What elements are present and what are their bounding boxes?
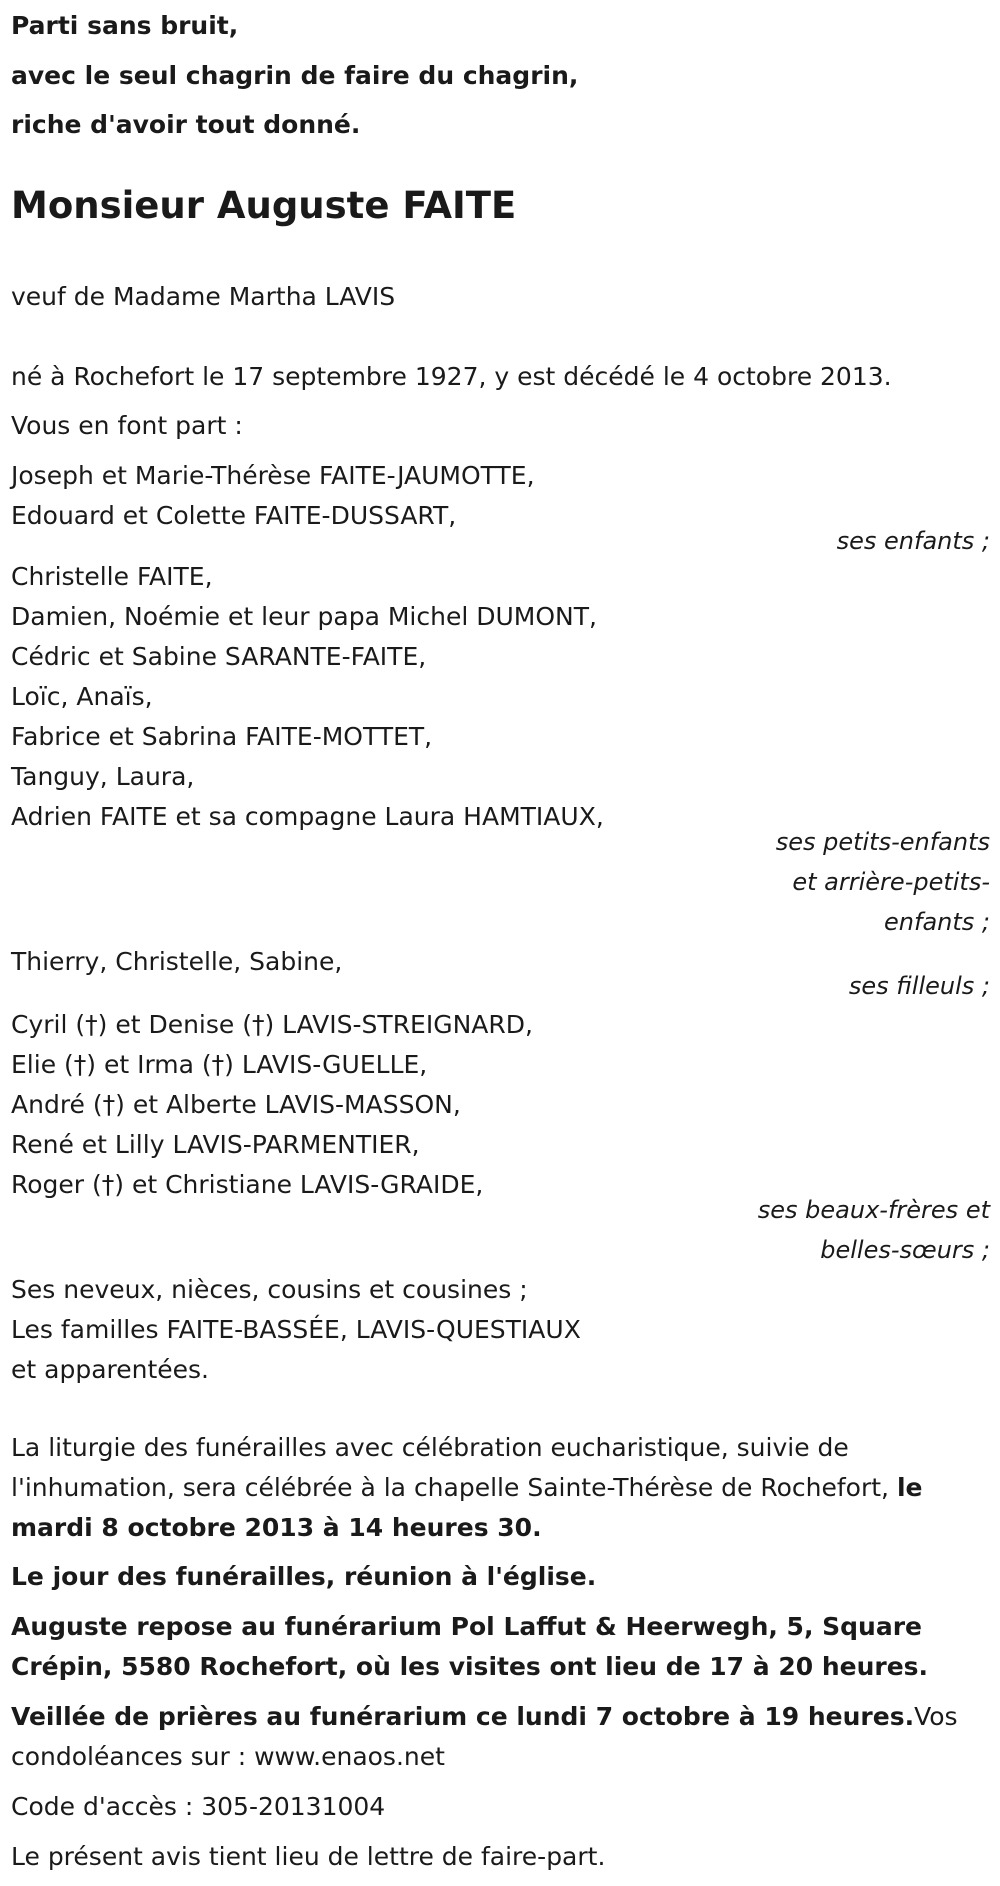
grandchildren-line: Fabrice et Sabrina FAITE-MOTTET,: [11, 722, 433, 751]
vigil-text: Veillée de prières au funérarium ce lundi 7 octobre à 19 heures.: [11, 1702, 915, 1731]
epitaph-line-2: avec le seul chagrin de faire du chagrin,: [11, 61, 579, 90]
funeral-date-start: le: [896, 1473, 923, 1502]
access-code: Code d'accès : 305-20131004: [11, 1792, 386, 1821]
grandchildren-line: Christelle FAITE,: [11, 562, 213, 591]
in-laws-line: Elie (†) et Irma (†) LAVIS-GUELLE,: [11, 1050, 428, 1079]
church-meeting: Le jour des funérailles, réunion à l'église.: [11, 1562, 597, 1591]
condolence-line: condoléances sur : www.enaos.net: [11, 1742, 445, 1771]
grandchildren-role: ses petits-enfants: [775, 828, 990, 856]
epitaph-line-3: riche d'avoir tout donné.: [11, 110, 361, 139]
grandchildren-line: Cédric et Sabine SARANTE-FAITE,: [11, 642, 427, 671]
in-laws-line: Roger (†) et Christiane LAVIS-GRAIDE,: [11, 1170, 484, 1199]
grandchildren-line: Tanguy, Laura,: [11, 762, 195, 791]
in-laws-line: René et Lilly LAVIS-PARMENTIER,: [11, 1130, 420, 1159]
funerarium-line-1: Auguste repose au funérarium Pol Laffut & Heerwegh, 5, Square: [11, 1612, 923, 1641]
family-line: Ses neveux, nièces, cousins et cousines ;: [11, 1275, 528, 1304]
in-laws-role: belles-sœurs ;: [820, 1236, 990, 1264]
in-laws-line: André (†) et Alberte LAVIS-MASSON,: [11, 1090, 461, 1119]
family-line: et apparentées.: [11, 1355, 209, 1384]
grandchildren-line: Loïc, Anaïs,: [11, 682, 153, 711]
funeral-text-line-2-regular: l'inhumation, sera célébrée à la chapelle Sainte-Thérèse de Rochefort,: [11, 1473, 890, 1502]
announce-line: Vous en font part :: [11, 411, 243, 440]
epitaph-line-1: Parti sans bruit,: [11, 11, 239, 40]
condolence-start: Vos: [914, 1702, 958, 1731]
children-role: ses enfants ;: [836, 527, 990, 555]
notice-line: Le présent avis tient lieu de lettre de faire-part.: [11, 1842, 606, 1871]
funerarium-line-2: Crépin, 5580 Rochefort, où les visites ont lieu de 17 à 20 heures.: [11, 1652, 929, 1681]
funeral-text-line-1: La liturgie des funérailles avec célébration eucharistique, suivie de: [11, 1433, 849, 1462]
godchildren-role: ses filleuls ;: [848, 972, 990, 1000]
vigil-line: [11, 1697, 958, 1737]
dates-line: né à Rochefort le 17 septembre 1927, y est décédé le 4 octobre 2013.: [11, 362, 892, 391]
funeral-date: mardi 8 octobre 2013 à 14 heures 30.: [11, 1513, 542, 1542]
children-line: Joseph et Marie-Thérèse FAITE-JAUMOTTE,: [11, 461, 535, 490]
deceased-name: Monsieur Auguste FAITE: [11, 184, 517, 227]
in-laws-role: ses beaux-frères et: [757, 1196, 990, 1224]
spouse-line: veuf de Madame Martha LAVIS: [11, 282, 396, 311]
in-laws-line: Cyril (†) et Denise (†) LAVIS-STREIGNARD,: [11, 1010, 533, 1039]
grandchildren-line: Adrien FAITE et sa compagne Laura HAMTIAUX,: [11, 802, 604, 831]
grandchildren-line: Damien, Noémie et leur papa Michel DUMONT,: [11, 602, 597, 631]
children-line: Edouard et Colette FAITE-DUSSART,: [11, 501, 457, 530]
family-line: Les familles FAITE-BASSÉE, LAVIS-QUESTIAUX: [11, 1315, 581, 1344]
grandchildren-role: enfants ;: [884, 908, 990, 936]
funeral-text-line-2: [11, 1468, 923, 1508]
godchildren-line: Thierry, Christelle, Sabine,: [11, 947, 343, 976]
grandchildren-role: et arrière-petits-: [792, 868, 990, 896]
